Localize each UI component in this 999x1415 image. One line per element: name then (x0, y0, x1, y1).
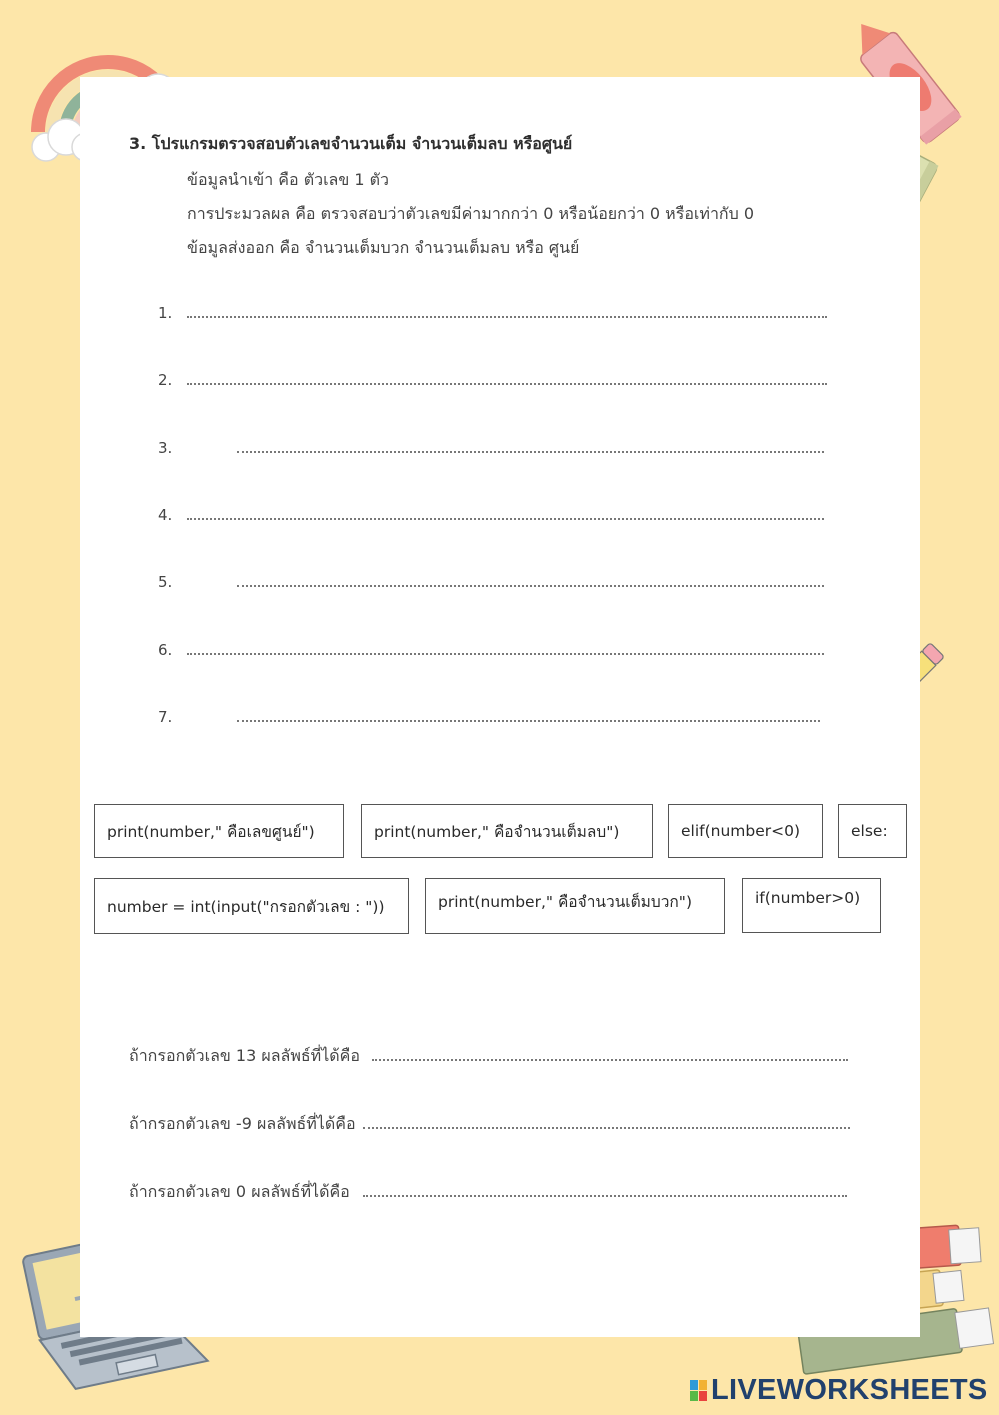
answer-slot-6[interactable] (187, 653, 824, 655)
step-number: 1. (158, 304, 173, 322)
output-description: ข้อมูลส่งออก คือ จำนวนเต็มบวก จำนวนเต็มลบ หรือ ศูนย์ (187, 238, 580, 257)
answer-field-13[interactable] (372, 1059, 848, 1061)
question-input-0: ถ้ากรอกตัวเลข 0 ผลลัพธ์ที่ได้คือ (129, 1182, 350, 1201)
question-input-13: ถ้ากรอกตัวเลข 13 ผลลัพธ์ที่ได้คือ (129, 1046, 360, 1065)
answer-slot-7[interactable] (237, 720, 820, 722)
step-number: 5. (158, 573, 173, 591)
question-title: 3. โปรแกรมตรวจสอบตัวเลขจำนวนเต็ม จำนวนเต็มลบ หรือศูนย์ (129, 134, 573, 153)
code-tile-print-negative[interactable]: print(number," คือจำนวนเต็มลบ") (361, 804, 653, 858)
process-description: การประมวลผล คือ ตรวจสอบว่าตัวเลขมีค่ามากกว่า 0 หรือน้อยกว่า 0 หรือเท่ากับ 0 (187, 204, 755, 223)
code-tile-elif[interactable]: elif(number<0) (668, 804, 823, 858)
code-tile-else[interactable]: else: (838, 804, 907, 858)
question-input-neg9: ถ้ากรอกตัวเลข -9 ผลลัพธ์ที่ได้คือ (129, 1114, 356, 1133)
step-number: 6. (158, 641, 173, 659)
step-number: 4. (158, 506, 173, 524)
step-number: 3. (158, 439, 173, 457)
answer-slot-1[interactable] (187, 316, 827, 318)
liveworksheets-logo (690, 1374, 988, 1407)
step-number: 7. (158, 708, 173, 726)
code-tile-if[interactable]: if(number>0) (742, 878, 881, 933)
code-tile-print-zero[interactable]: print(number," คือเลขศูนย์") (94, 804, 344, 858)
input-description: ข้อมูลนำเข้า คือ ตัวเลข 1 ตัว (187, 170, 390, 189)
worksheet-page (80, 77, 920, 1337)
answer-slot-3[interactable] (237, 451, 824, 453)
answer-slot-5[interactable] (237, 585, 824, 587)
logo-badge-icon (690, 1380, 707, 1401)
logo-text: LIVEWORKSHEETS (711, 1374, 988, 1406)
answer-slot-2[interactable] (187, 383, 827, 385)
answer-field-neg9[interactable] (363, 1127, 850, 1129)
step-number: 2. (158, 371, 173, 389)
answer-slot-4[interactable] (187, 518, 824, 520)
answer-field-0[interactable] (363, 1195, 847, 1197)
code-tile-print-positive[interactable]: print(number," คือจำนวนเต็มบวก") (425, 878, 725, 934)
code-tile-input[interactable]: number = int(input("กรอกตัวเลข : ")) (94, 878, 409, 934)
